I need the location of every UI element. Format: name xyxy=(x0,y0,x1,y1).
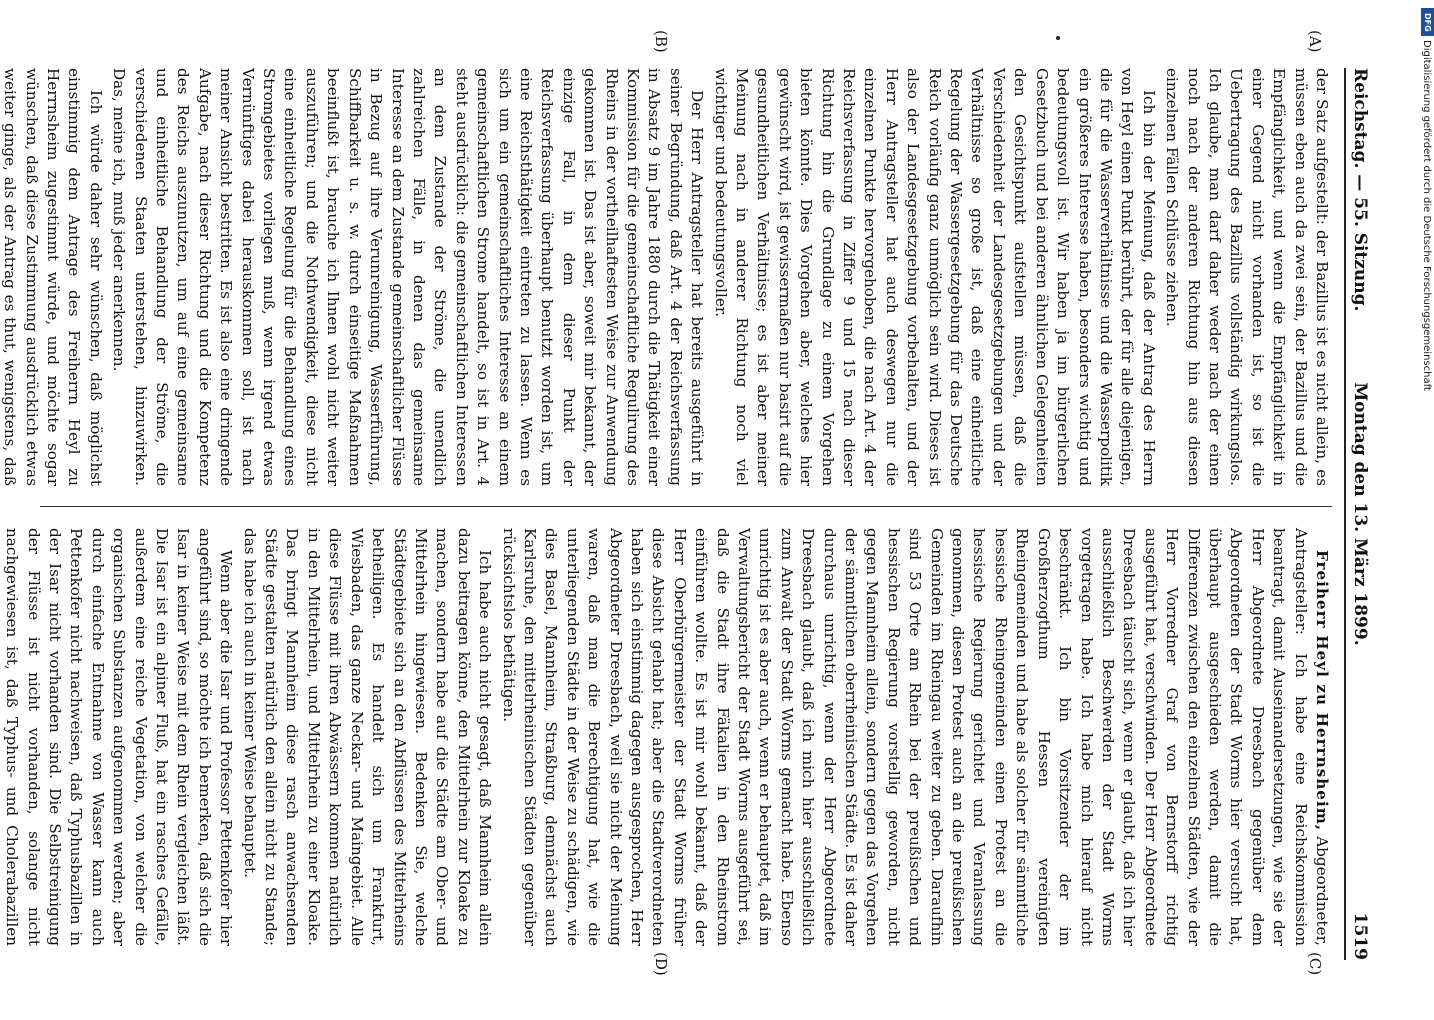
left-column xyxy=(1,68,1332,486)
ink-speck xyxy=(1056,36,1060,40)
paragraph xyxy=(497,528,1332,946)
page-header xyxy=(1344,68,1376,960)
paragraph: Ich bin der Meinung, daß der Antrag des Herrn von Heyl einen Punkt berührt, der für alle diejenigen, die für die Wasserverhältnisse und die Wasserpolitik ein größeres Interesse haben, besonders wichtig und bedeutungsvoll ist. Wir haben ja im bürgerlichen Gesetzbuch und bei anderen ähnlichen Gelegenheiten den Gesichtspunkt aufstellen müssen, daß die Verschiedenheit der Landesgesetzgebungen und der Verhältnisse so große ist, daß eine einheitliche Regelung der Wassergesetzgebung für das Deutsche Reich vorläufig ganz unmöglich sein wird. Dieses ist also der Landesgesetzgebung vorbehalten, und der Herr Antragsteller hat auch deswegen nur die einzelnen Punkte hervorgehoben, die nach Art. 4 der Reichsverfassung in Ziffer 9 und 15 nach dieser Richtung hin die Grundlage zu einem Vorgehen bieten könnte. Dies Vorgehen aber, welches hier gewünscht wird, ist gewissermaßen nur basirt auf die gesundheitlichen Verhältnisse; es ist aber meiner Meinung nach in anderer Richtung noch viel wichtiger und bedeutungsvoller. xyxy=(711,68,1158,486)
margin-marker-c: (C) xyxy=(1306,952,1324,976)
header-left: Reichstag. — 55. Sitzung. xyxy=(1350,68,1370,312)
margin-marker-a: (A) xyxy=(1306,30,1324,53)
column-divider xyxy=(40,506,1332,507)
header-date: Montag den 13. März 1899. xyxy=(1350,382,1370,646)
paragraph: Der Herr Antragsteller hat bereits ausgeführt in seiner Begründung, daß Art. 4 der Reichsverfassung in Absatz 9 im Jahre 1880 durch die Thätigkeit einer Kommission für die gemeinschaftliche Regulirung des Rheins in der vortheilhaftesten Weise zur Anwendung gekommen ist. Das ist aber, soweit mir bekannt, der einzige Fall, in dem dieser Punkt der Reichsverfassung überhaupt benutzt worden ist, um eine Reichsthätigkeit eintreten zu lassen. Wenn es sich um ein gemeinschaftliches Interesse an einem gemeinschaftlichen Strome handelt, so ist in Art. 4 steht ausdrücklich: die gemeinschaftlichen Interessen an dem Zustande der Ströme, die unendlich zahlreichen Fälle, in denen das gemeinsame Interesse an dem Zustande gemeinschaftlicher Flüsse in Bezug auf ihre Verunreinigung, Wasserführung, Schiffbarkeit u. s. w. durch einseitige Maßnahmen beeinflußt ist, brauche ich Ihnen wohl nicht weiter auszuführen; und die Nothwendigkeit, diese nicht eine einheitliche Regelung für die Behandlung eines Stromgebietes vorliegen muß, wenn irgend etwas Vernünftiges dabei herauskommen soll, ist nach meiner Ansicht bestritten. Es ist also eine dringende Aufgabe, nach dieser Richtung und die Kompetenz des Reichs auszunutzen, um auf eine gemeinsame und einheitliche Behandlung der Ströme, die verschiedenen Staaten unterstehen, hinzuwirken. Das, meine ich, muß jeder anerkennen. xyxy=(110,68,707,486)
right-column xyxy=(3,528,1332,946)
paragraph: der Satz aufgestellt: der Bazillus ist es nicht allein, es müssen eben auch da zwei sein, der Bazillus und die Empfänglichkeit, und wenn die Empfänglichkeit in einer Gegend nicht vorhanden ist, so ist die Uebertragung des Bazillus vollständig wirkungslos. Ich glaube, man darf daher weder nach der einen noch nach der anderen Richtung hin aus diesen einzelnen Fällen Schlüsse ziehen. xyxy=(1163,68,1331,486)
dfg-logo: DFG xyxy=(1421,8,1434,36)
digitization-note: Digitalisierung gefördert durch die Deutsche Forschungsgemeinschaft xyxy=(1421,40,1432,391)
paragraph: Wenn aber die Isar und Professor Pettenkofer hier angeführt sind, so möchte ich bemerken, daß sich die Isar in keiner Weise mit dem Rhein vergleichen läßt. Die Isar ist ein alpiner Fluß, hat ein rasches Gefälle, außerdem eine reiche Vegetation, von welcher die organischen Substanzen aufgenommen werden; aber durch einfache Entnahme von Wasser kann auch Pettenkofer nicht nachweisen, daß Typhusbazillen in der Isar nicht vorhanden sind. Die Selbstreinigung der Flüsse ist nicht vorhanden, solange nicht nachgewiesen ist, daß Typhus- und Cholerabazillen xyxy=(3,528,236,946)
speaker-name: Freiherr Heyl zu Herrnsheim, xyxy=(1313,550,1331,832)
paragraph: Ich habe auch nicht gesagt, daß Mannheim allein dazu beitragen könne, den Mittelrhein zur Kloake zu machen, sondern habe auf die Städte am Ober- und Mittelrhein hingewiesen. Bedenken Sie, welche Städtegebiete sich an den Abflüssen des Mittelrheins betheiligen. Es handelt sich um Frankfurt, Wiesbaden, das ganze Neckar- und Maingebiet. Alle diese Flüsse mit ihren Abwässern kommen natürlich in den Mittelrhein, und Mittelrhein zu einer Kloake. Das bringt Mannheim diese rasch anwachsenden Städte gestalten natürlich den allein nicht zu Stande; das habe ich auch in keiner Weise behauptet. xyxy=(240,528,495,946)
speech-text: Abgeordneter, Antragsteller: Ich habe eine Reichskommission beantragt, damit Auseinandersetzungen, wie sie der Herr Abgeordnete Dreesbach gegenüber dem Abgeordneten der Stadt Worms hier versucht hat, überhaupt ausgeschieden werden, damit die Differenzen zwischen den einzelnen Städten, wie der Herr Vorredner Graf von Bernstorff richtig ausgeführt hat, verschwinden. Der Herr Abgeordnete Dreesbach täuscht sich, wenn er glaubt, daß ich hier ausschließlich Beschwerden der Stadt Worms vorgetragen habe. Ich habe mich hierauf nicht beschränkt. Ich bin Vorsitzender der im Großherzogthum Hessen vereinigten Rheingemeinden und habe als solcher für sämmtliche hessische Rheingemeinden einen Protest an die hessische Regierung gerichtet und Veranlassung genommen, diesen Protest auch an die preußischen Gemeinden im Rheingau weiter zu geben. Daraufhin sind 53 Orte am Rhein bei der preußischen und hessischen Regierung vorstellig geworden, nicht gegen Mannheim allein, sondern gegen das Vorgehen der sämmtlichen oberrheinischen Städte. Es ist daher durchaus unrichtig, wenn der Herr Abgeordnete Dreesbach glaubt, daß ich mich hier ausschließlich zum Anwalt der Stadt Worms gemacht habe. Ebenso unrichtig ist es aber auch, wenn er behauptet, daß im Verwaltungsbericht der Stadt Worms ausgeführt sei, daß die Stadt ihre Fäkalien in den Rheinstrom einführen wollte. Es ist mir wohl bekannt, daß der Herr Oberbürgermeister der Stadt Worms früher diese Absicht gehabt hat; aber die Stadtverordneten haben sich einstimmig dagegen ausgesprochen, Herr Abgeordneter Dreesbach, weil sie nicht der Meinung waren, daß man die Berechtigung hat, wie die unterliegenden Städte in der Weise zu schädigen, wie dies Basel, Mannheim, Straßburg, demnächst auch Karlsruhe, den mittelrheinischen Städten gegenüber rücksichtslos bethätigen. xyxy=(499,528,1331,946)
margin-marker-d: (D) xyxy=(652,952,670,976)
paragraph: Ich würde daher sehr wünschen, daß möglichst einstimmig dem Antrage des Freiherrn Heyl zu Herrnsheim zugestimmt würde, und möchte sogar wünschen, daß diese Zustimmung ausdrücklich etwas weiter ginge, als der Antrag es thut, wenigstens, daß xyxy=(1,68,105,486)
page-number: 1519 xyxy=(1350,912,1370,960)
margin-marker-b: (B) xyxy=(652,30,670,53)
